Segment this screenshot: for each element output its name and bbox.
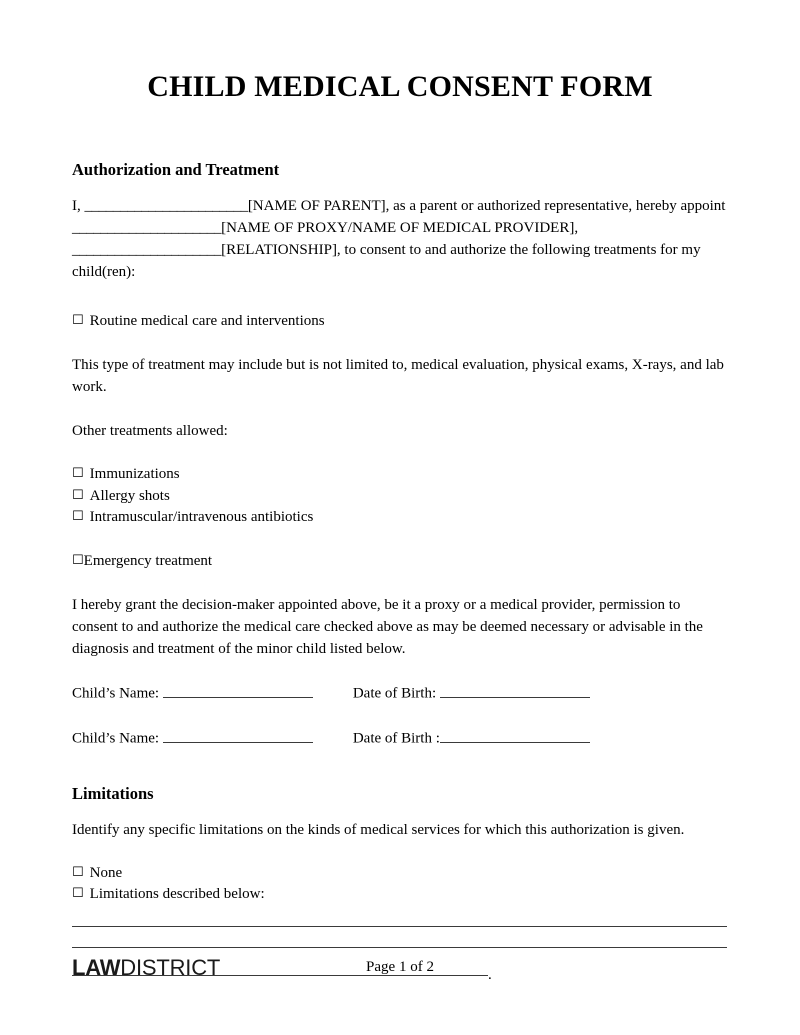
intro-text-1: I, [72,197,85,214]
page-title: CHILD MEDICAL CONSENT FORM [147,70,653,103]
logo-text-district: DISTRICT [120,955,221,980]
checkbox-icon[interactable]: ☐ [72,487,84,503]
checkbox-label: Intramuscular/intravenous antibiotics [89,509,314,526]
section-heading-limitations: Limitations [72,784,154,804]
child-name-input[interactable] [163,727,313,742]
limitations-write-in-line-2[interactable] [72,947,727,948]
checkbox-row-antibiotics[interactable] [72,507,727,528]
checkbox-icon[interactable]: ☐ [72,864,84,880]
child-row-1 [72,682,727,705]
intro-text-2: appoint [680,197,726,214]
checkbox-icon[interactable]: ☐ [72,466,84,482]
checkbox-row-immunizations[interactable] [72,464,727,485]
limitations-description: Identify any specific limitations on the kinds of medical services for which this authorization is given. [72,821,685,838]
checkbox-label: Limitations described below: [89,886,265,903]
checkbox-row-routine-care[interactable] [72,311,727,332]
child-name-input[interactable] [163,682,313,697]
date-of-birth-label: Date of Birth: [352,685,440,702]
other-treatments-label: Other treatments allowed: [72,423,228,440]
limitations-write-in-line-1[interactable] [72,926,727,927]
page-number: Page 1 of 2 [366,959,434,975]
checkbox-icon[interactable]: ☐ [72,509,84,525]
date-of-birth-input[interactable] [440,682,590,697]
placeholder-proxy-name: [NAME OF PROXY/NAME OF MEDICAL PROVIDER], [221,219,579,236]
logo-text-law: LAW [72,955,121,980]
checkbox-label: Emergency treatment [83,552,213,569]
child-row-2 [72,727,727,750]
blank-relationship[interactable]: _____________________ [72,241,222,258]
intro-text-3: my child(ren): [72,241,701,280]
checkbox-icon[interactable]: ☐ [72,552,84,568]
routine-care-description: This type of treatment may include but is not limited to, medical evaluation, physical exams, X-rays, and lab work. [72,357,724,396]
checkbox-row-none[interactable] [72,863,727,884]
checkbox-label: Immunizations [89,466,180,483]
date-of-birth-input[interactable] [440,727,590,742]
authorization-intro-paragraph [72,195,727,283]
placeholder-relationship: [RELATIONSHIP], to consent to and authorize the following treatments for [221,241,678,258]
checkbox-label: Routine medical care and interventions [89,312,325,329]
blank-proxy-name[interactable]: _____________________ [72,219,222,236]
blank-parent-name[interactable]: _______________________ [84,197,248,214]
date-of-birth-label: Date of Birth : [352,730,440,747]
checkbox-row-emergency-treatment[interactable] [72,551,727,572]
document-body [72,160,727,983]
placeholder-parent-name: [NAME OF PARENT], as a parent or authorized representative, hereby [247,197,677,214]
page-footer [0,955,800,995]
grant-paragraph: I hereby grant the decision-maker appointed above, be it a proxy or a medical provider, permission to consent to and authorize the medical care checked above as may be deemed necessary or advisable in the diagnosis and treatment of the minor child listed below. [72,597,703,658]
checkbox-label: Allergy shots [89,487,170,504]
checkbox-label: None [89,864,123,881]
section-heading-authorization: Authorization and Treatment [72,160,280,179]
child-name-label: Child’s Name: [72,685,163,702]
limitations-end-period: . [488,966,492,983]
checkbox-row-allergy-shots[interactable] [72,486,727,507]
child-name-label: Child’s Name: [72,730,163,747]
checkbox-icon[interactable]: ☐ [72,886,84,902]
checkbox-row-limitations-below[interactable] [72,884,727,905]
checkbox-icon[interactable]: ☐ [72,312,84,328]
